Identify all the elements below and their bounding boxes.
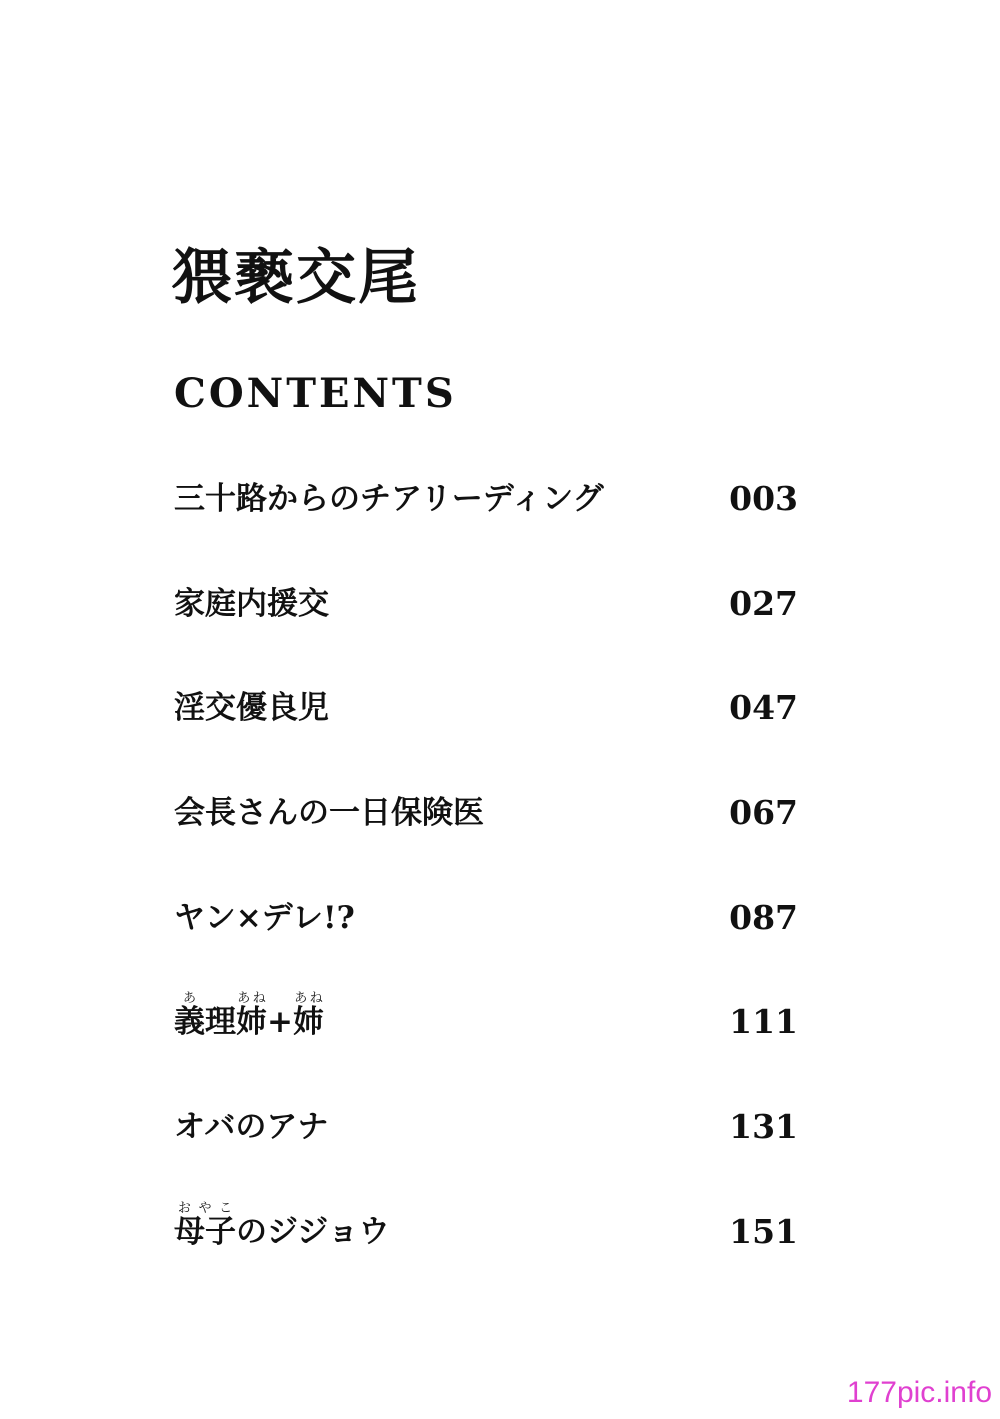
title-ruby: 母子おやこ xyxy=(174,1201,236,1250)
toc-entry xyxy=(174,1087,804,1147)
title-ruby: 姉あね xyxy=(292,991,324,1040)
toc-entry-title: 三十路からのチアリーディング xyxy=(174,481,604,517)
toc-entry-page: 151 xyxy=(729,1212,798,1251)
book-title: 猥褻交尾 xyxy=(172,243,420,313)
toc-entry xyxy=(174,1192,804,1252)
title-ruby: 義あ xyxy=(174,991,205,1040)
toc-entry xyxy=(174,459,804,519)
toc-entry-page: 047 xyxy=(729,688,798,727)
toc-entry-title: 母子おやこのジジョウ xyxy=(174,1201,390,1250)
furigana: あ xyxy=(174,991,205,1006)
toc-entry-title: 淫交優良児 xyxy=(174,690,329,726)
toc-entry xyxy=(174,982,804,1042)
toc-entry-page: 087 xyxy=(729,898,798,937)
toc-entry-page: 111 xyxy=(729,1002,798,1041)
toc-entry xyxy=(174,564,804,624)
contents-heading: CONTENTS xyxy=(174,370,457,417)
toc-entry-page: 027 xyxy=(729,584,798,623)
toc-entry-page: 131 xyxy=(729,1107,798,1146)
toc-entry xyxy=(174,773,804,833)
furigana: おやこ xyxy=(174,1201,236,1216)
toc-entry-title: 義あ理姉あね+姉あね xyxy=(174,991,324,1040)
title-ruby: 姉あね xyxy=(236,991,267,1040)
toc-entry-page: 067 xyxy=(729,793,798,832)
furigana: あね xyxy=(236,991,267,1006)
watermark: 177pic.info xyxy=(846,1376,992,1409)
toc-entry-title: 家庭内援交 xyxy=(174,586,329,622)
furigana: あね xyxy=(292,991,324,1006)
toc-entry xyxy=(174,668,804,728)
toc-entry-title: 会長さんの一日保険医 xyxy=(174,795,484,831)
toc-entry-page: 003 xyxy=(729,479,798,518)
toc-entry-title: ヤン×デレ!? xyxy=(174,900,355,936)
toc-entry xyxy=(174,878,804,938)
toc-entry-title: オバのアナ xyxy=(174,1109,329,1145)
